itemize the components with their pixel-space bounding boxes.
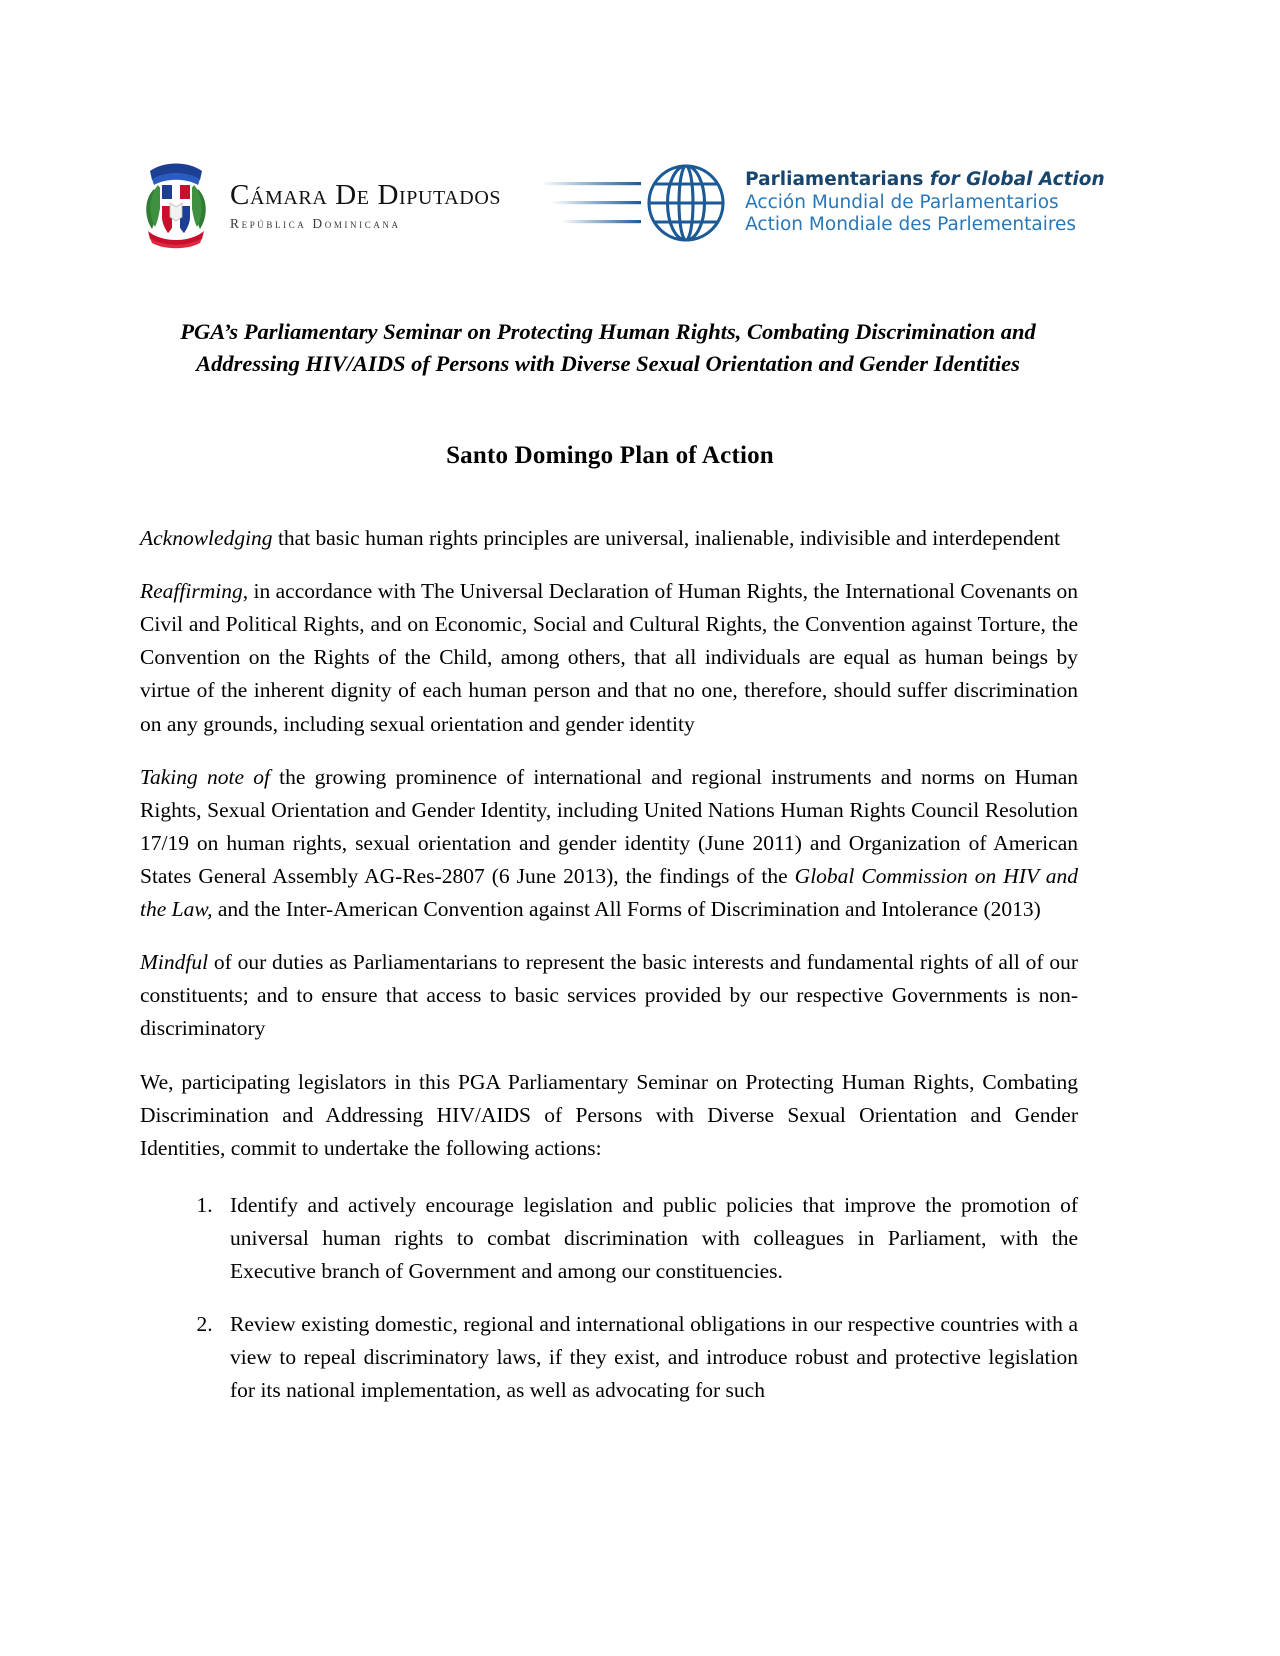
dominican-republic-coat-of-arms-icon	[140, 155, 212, 251]
paragraph-lead: Taking note of	[140, 764, 270, 789]
document-body	[140, 522, 1078, 1428]
paragraph-acknowledging	[140, 522, 1078, 555]
list-item: 1. Identify and actively encourage legislation and public policies that improve the promotion of universal human rights to combat discrimination with colleagues in Parliament, with the Executive branch of Government and among our constituencies.	[218, 1189, 1078, 1288]
document-header	[140, 148, 1200, 258]
paragraph-body: that basic human rights principles are universal, inalienable, indivisible and interdependent	[272, 526, 1061, 550]
paragraph-commitment-intro	[140, 1066, 1078, 1165]
globe-icon	[643, 160, 729, 246]
paragraph-italic-citation: Global Commission on HIV and the Law,	[140, 863, 1078, 922]
paragraph-body-part-1: the growing prominence of international and regional instruments and norms on Human Rights, Sexual Orientation and Gender Identity, including United Nations Human Rights Council Resolution 17/19 on human rights, sexual orientation and gender identity (June 2011) and Organization of American States General Assembly AG-Res-2807 (6 June 2013), the findings of the	[140, 764, 1078, 888]
camara-text-block	[230, 174, 501, 231]
paragraph-lead: Mindful	[140, 950, 209, 975]
paragraph-mindful	[140, 946, 1078, 1045]
actions-list	[140, 1189, 1078, 1408]
pga-logo	[537, 160, 1200, 246]
paragraph-body: of our duties as Parliamentarians to represent the basic interests and fundamental rights of all of our constituents; and to ensure that access to basic services provided by our respective Governments is non-discriminatory	[140, 950, 1078, 1041]
paragraph-body-part-2: and the Inter-American Convention against All Forms of Discrimination and Intolerance (2013)	[212, 897, 1041, 922]
paragraph-lead: Acknowledging	[140, 526, 273, 550]
paragraph-body: We, participating legislators in this PGA Parliamentary Seminar on Protecting Human Rights, Combating Discrimination and Addressing HIV/AIDS of Persons with Diverse Sexual Orientation and Gender Identities, commit to undertake the following actions:	[140, 1069, 1078, 1160]
paragraph-taking-note-of	[140, 761, 1078, 927]
seminar-title-line-2: Addressing HIV/AIDS of Persons with Diverse Sexual Orientation and Gender Identities	[196, 350, 1020, 376]
camara-subtitle: República Dominicana	[230, 215, 401, 231]
pga-line1-plain: Parliamentarians	[745, 169, 930, 191]
pga-line1-italic: for Global Action	[929, 169, 1105, 191]
paragraph-lead: Reaffirming	[140, 579, 243, 604]
camara-title: Cámara De Diputados	[230, 179, 502, 212]
page-title: Santo Domingo Plan of Action	[446, 442, 774, 469]
pga-line-spanish: Acción Mundial de Parlamentarios	[745, 191, 1059, 213]
list-item: 2. Review existing domestic, regional and international obligations in our respective countries with a view to repeal discriminatory laws, if they exist, and introduce robust and protective legislation for its national implementation, as well as advocating for such	[218, 1308, 1078, 1407]
camara-de-diputados-logo	[140, 155, 501, 251]
speed-lines-icon	[537, 167, 641, 239]
seminar-title	[148, 316, 1068, 380]
paragraph-body: , in accordance with The Universal Declaration of Human Rights, the International Covenants on Civil and Political Rights, and on Economic, Social and Cultural Rights, the Convention against Torture, the Convention on the Rights of the Child, among others, that all individuals are equal as human beings by virtue of the inherent dignity of each human person and that no one, therefore, should suffer discrimination on any grounds, including sexual orientation and gender identity	[140, 579, 1078, 736]
pga-line-french: Action Mondiale des Parlementaires	[745, 214, 1077, 236]
seminar-title-line-1: PGA’s Parliamentary Seminar on Protecting Human Rights, Combating Discrimination and	[180, 319, 1036, 344]
pga-text-block	[745, 169, 1105, 237]
pga-line-english	[745, 169, 1105, 192]
paragraph-reaffirming	[140, 575, 1078, 741]
